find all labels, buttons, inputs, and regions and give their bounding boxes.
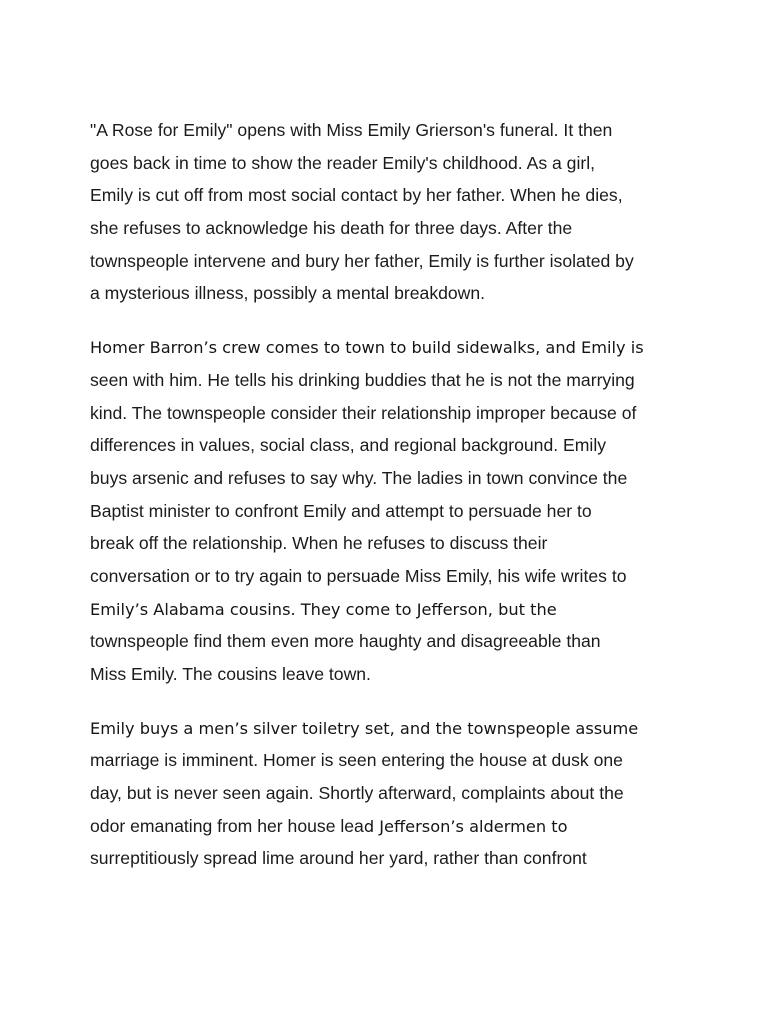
text-line: kind. The townspeople consider their relationship improper because of	[90, 402, 637, 423]
document-page	[90, 114, 690, 896]
text-run-dark: d Jefferson’s aldermen to	[363, 816, 568, 836]
text-run: odor emanating from her house lea	[90, 815, 364, 836]
text-line: Miss Emily. The cousins leave town.	[90, 664, 371, 684]
text-line	[90, 331, 690, 364]
text-line: she refuses to acknowledge his death for three days. After the	[90, 218, 573, 239]
text-line: seen with him. He tells his drinking buddies that he is not the marrying	[90, 369, 635, 390]
text-line: Emily is cut off from most social contact by her father. When he dies,	[90, 185, 623, 206]
text-line: townspeople find them even more haughty and disagreeable than	[90, 631, 601, 652]
text-run-dark: Emily’s Alabama cousins. They come to Jefferson, but the	[90, 599, 557, 619]
text-line: break off the relationship. When he refuses to discuss their	[90, 533, 548, 554]
paragraph	[90, 114, 690, 310]
text-line	[90, 712, 690, 745]
paragraph	[90, 712, 690, 875]
text-line: Baptist minister to confront Emily and attempt to persuade her to	[90, 500, 592, 521]
text-line: townspeople intervene and bury her father, Emily is further isolated by	[90, 250, 634, 271]
paragraph	[90, 331, 690, 691]
text-run-dark: Homer Barron’s crew comes to town to build sidewalks, and Emily is	[90, 338, 644, 358]
text-line: buys arsenic and refuses to say why. The ladies in town convince the	[90, 467, 628, 488]
text-line: day, but is never seen again. Shortly afterward, complaints about the	[90, 783, 624, 804]
text-line: surreptitiously spread lime around her yard, rather than confront	[90, 848, 587, 869]
text-line: differences in values, social class, and regional background. Emily	[90, 435, 607, 456]
text-line: goes back in time to show the reader Emily's childhood. As a girl,	[90, 152, 596, 173]
text-line: a mysterious illness, possibly a mental breakdown.	[90, 283, 486, 304]
text-line	[90, 593, 690, 626]
text-line: conversation or to try again to persuade Miss Emily, his wife writes to	[90, 565, 627, 586]
text-line: marriage is imminent. Homer is seen entering the house at dusk one	[90, 750, 623, 771]
text-run-dark: Emily buys a men’s silver toiletry set, and the townspeople assume	[90, 718, 639, 738]
text-line: "A Rose for Emily" opens with Miss Emily Grierson's funeral. It then	[90, 120, 613, 140]
text-line	[90, 810, 690, 843]
